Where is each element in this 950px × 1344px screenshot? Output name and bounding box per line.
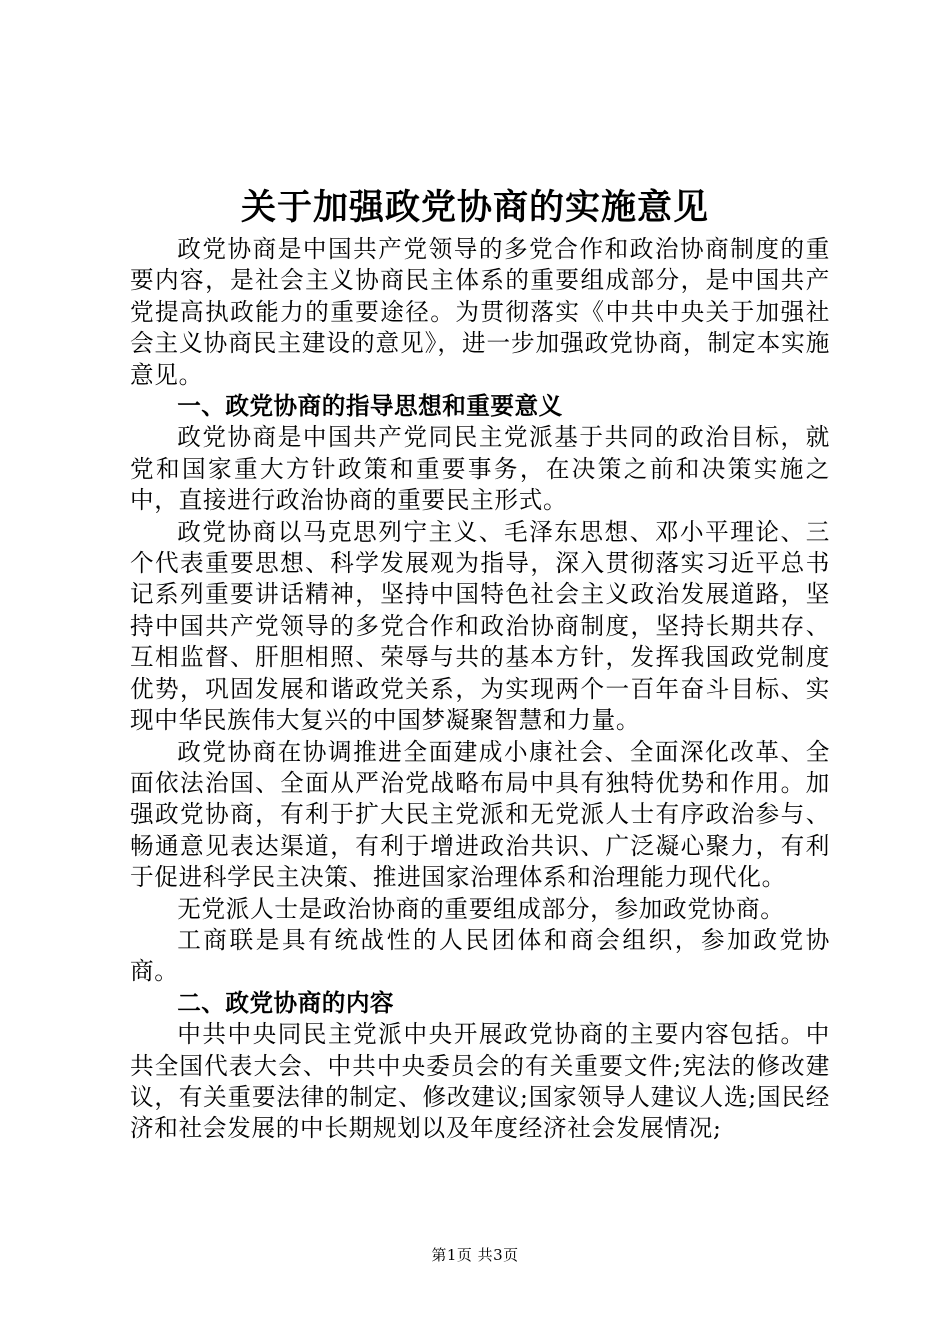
- section-1-paragraph-5: 工商联是具有统战性的人民团体和商会组织，参加政党协商。: [130, 925, 830, 986]
- intro-paragraph: 政党协商是中国共产党领导的多党合作和政治协商制度的重要内容，是社会主义协商民主体系的重要组成部分，是中国共产党提高执政能力的重要途径。为贯彻落实《中共中央关于加强社会主义协商民主建设的意见》，进一步加强政党协商，制定本实施意见。: [130, 235, 830, 389]
- section-heading-1: 一、政党协商的指导思想和重要意义: [177, 392, 563, 421]
- section-1-paragraph-2: 政党协商以马克思列宁主义、毛泽东思想、邓小平理论、三个代表重要思想、科学发展观为指导，深入贯彻落实习近平总书记系列重要讲话精神，坚持中国特色社会主义政治发展道路，坚持中国共产党领导的多党合作和政治协商制度，坚持长期共存、互相监督、肝胆相照、荣辱与共的基本方针，发挥我国政党制度优势，巩固发展和谐政党关系，为实现两个一百年奋斗目标、实现中华民族伟大复兴的中国梦凝聚智慧和力量。: [130, 517, 830, 735]
- section-1-paragraph-3: 政党协商在协调推进全面建成小康社会、全面深化改革、全面依法治国、全面从严治党战略布局中具有独特优势和作用。加强政党协商，有利于扩大民主党派和无党派人士有序政治参与、畅通意见表达渠道，有利于增进政治共识、广泛凝心聚力，有利于促进科学民主决策、推进国家治理体系和治理能力现代化。: [130, 737, 830, 892]
- document-body: [130, 234, 830, 1145]
- section-2-paragraph-1: 中共中央同民主党派中央开展政党协商的主要内容包括。中共全国代表大会、中共中央委员会的有关重要文件;宪法的修改建议，有关重要法律的制定、修改建议;国家领导人建议人选;国民经济和社会发展的中长期规划以及年度经济社会发展情况;: [130, 1020, 830, 1143]
- document-title: 关于加强政党协商的实施意见: [240, 188, 709, 228]
- section-1-paragraph-4: 无党派人士是政治协商的重要组成部分，参加政党协商。: [177, 894, 785, 923]
- page-footer: 第1页 共3页: [431, 1246, 519, 1264]
- section-heading-2: 二、政党协商的内容: [177, 988, 395, 1017]
- section-1-paragraph-1: 政党协商是中国共产党同民主党派基于共同的政治目标，就党和国家重大方针政策和重要事务，在决策之前和决策实施之中，直接进行政治协商的重要民主形式。: [130, 423, 830, 515]
